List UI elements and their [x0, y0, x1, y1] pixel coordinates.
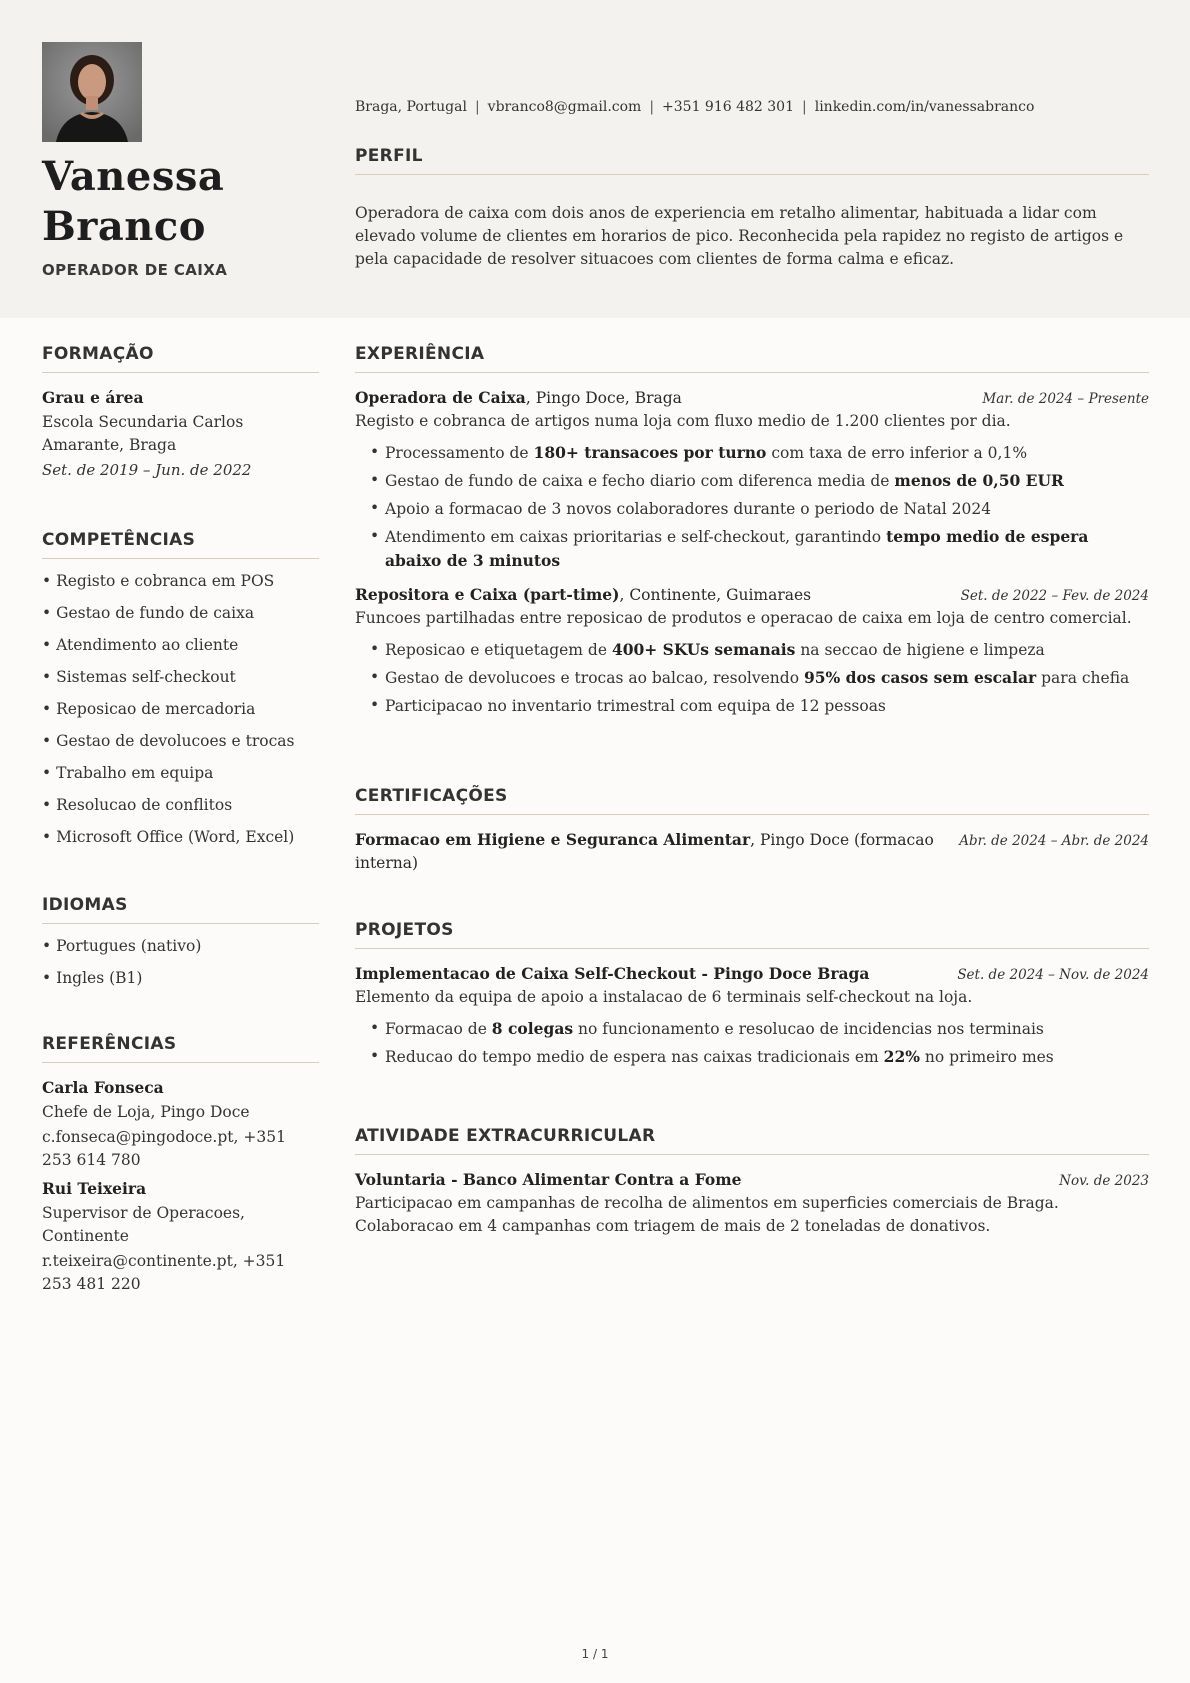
- page-number: 1 / 1: [581, 1647, 609, 1661]
- contact-separator: |: [474, 99, 480, 115]
- education-section: [42, 344, 319, 482]
- reference-item: [42, 1076, 319, 1172]
- skill-item: • Gestao de fundo de caixa: [42, 604, 255, 622]
- certification-entry: [355, 828, 1149, 875]
- contact-separator: |: [802, 99, 807, 115]
- reference-item: [42, 1177, 319, 1296]
- experience-bullets: [355, 638, 1149, 718]
- contact-line: [355, 99, 1034, 115]
- experience-summary: Registo e cobranca de artigos numa loja com fluxo medio de 1.200 clientes por dia.: [355, 412, 1011, 430]
- profile-text: Operadora de caixa com dois anos de experiencia em retalho alimentar, habituada a lidar com elevado volume de clientes em horarios de pico. Reconhecida pela rapidez no registo de artigos e pela capacidade de resolver situacoes com clientes de forma calma e eficaz.: [355, 204, 1124, 268]
- experience-role: Operadora de Caixa: [355, 388, 526, 407]
- skills-section: [42, 530, 319, 853]
- section-title-languages: IDIOMAS: [42, 895, 319, 924]
- languages-section: [42, 895, 319, 994]
- project-dates: Set. de 2024 – Nov. de 2024: [957, 967, 1149, 983]
- references-section: [42, 1034, 319, 1296]
- section-title-skills: COMPETÊNCIAS: [42, 530, 319, 559]
- bullet-item: • Formacao de 8 colegas no funcionamento e resolucao de incidencias nos terminais: [370, 1017, 1149, 1041]
- education-dates: Set. de 2019 – Jun. de 2022: [42, 461, 252, 479]
- skill-item: • Microsoft Office (Word, Excel): [42, 828, 295, 846]
- extracurricular-dates: Nov. de 2023: [1059, 1173, 1149, 1189]
- experience-entry: [355, 583, 1149, 718]
- certification-dates: Abr. de 2024 – Abr. de 2024: [959, 833, 1149, 849]
- skill-item: • Resolucao de conflitos: [42, 796, 233, 814]
- portrait-image: [42, 42, 142, 142]
- first-name: Vanessa: [42, 153, 225, 200]
- experience-role: Repositora e Caixa (part-time): [355, 585, 620, 604]
- experience-dates: Mar. de 2024 – Presente: [982, 391, 1149, 407]
- certification-issuer: , Pingo Doce (formacao interna): [355, 831, 934, 872]
- certification-name: Formacao em Higiene e Seguranca Alimentar: [355, 830, 751, 849]
- education-school: Escola Secundaria Carlos Amarante, Braga: [42, 413, 244, 454]
- project-entry: [355, 962, 1149, 1069]
- bullet-item: • Gestao de fundo de caixa e fecho diario com diferenca media de menos de 0,50 EUR: [370, 469, 1149, 493]
- section-title-experience: EXPERIÊNCIA: [355, 344, 1149, 373]
- bullet-item: • Processamento de 180+ transacoes por turno com taxa de erro inferior a 0,1%: [370, 441, 1149, 465]
- reference-name: Carla Fonseca: [42, 1078, 164, 1097]
- bullet-item: • Atendimento em caixas prioritarias e self-checkout, garantindo tempo medio de espera abaixo de 3 minutos: [370, 525, 1149, 573]
- project-name: Implementacao de Caixa Self-Checkout - Pingo Doce Braga: [355, 964, 870, 983]
- skill-item: • Gestao de devolucoes e trocas: [42, 732, 295, 750]
- contact-separator: |: [649, 99, 655, 115]
- skill-item: • Atendimento ao cliente: [42, 636, 239, 654]
- section-title-certifications: CERTIFICAÇÕES: [355, 786, 1149, 815]
- reference-role: Chefe de Loja, Pingo Doce: [42, 1103, 250, 1121]
- skill-item: • Reposicao de mercadoria: [42, 700, 256, 718]
- section-title-extracurricular: ATIVIDADE EXTRACURRICULAR: [355, 1126, 1149, 1155]
- extracurricular-entry: [355, 1168, 1149, 1238]
- project-bullets: [355, 1017, 1149, 1069]
- reference-name: Rui Teixeira: [42, 1179, 147, 1198]
- extracurricular-text: Participacao em campanhas de recolha de alimentos em superficies comerciais de Braga. Colaboracao em 4 campanhas com triagem de mais de 2 toneladas de donativos.: [355, 1194, 1059, 1235]
- skills-list: [42, 565, 319, 853]
- project-summary: Elemento da equipa de apoio a instalacao de 6 terminais self-checkout na loja.: [355, 988, 973, 1006]
- candidate-name: [42, 152, 332, 252]
- profile-section: [355, 146, 1149, 271]
- experience-entry: [355, 386, 1149, 573]
- section-title-projects: PROJETOS: [355, 920, 1149, 949]
- experience-summary: Funcoes partilhadas entre reposicao de produtos e operacao de caixa em loja de centro comercial.: [355, 609, 1132, 627]
- education-degree: Grau e área: [42, 388, 144, 407]
- projects-section: [355, 920, 1149, 1073]
- profile-photo: [42, 42, 142, 142]
- extracurricular-name: Voluntaria - Banco Alimentar Contra a Fome: [355, 1170, 742, 1189]
- bullet-item: • Apoio a formacao de 3 novos colaboradores durante o periodo de Natal 2024: [370, 497, 1149, 521]
- certifications-section: [355, 786, 1149, 875]
- experience-section: [355, 344, 1149, 722]
- contact-email[interactable]: vbranco8@gmail.com: [487, 99, 642, 115]
- bullet-item: • Participacao no inventario trimestral com equipa de 12 pessoas: [370, 694, 1149, 718]
- bullet-item: • Reposicao e etiquetagem de 400+ SKUs semanais na seccao de higiene e limpeza: [370, 638, 1149, 662]
- section-title-references: REFERÊNCIAS: [42, 1034, 319, 1063]
- extracurricular-section: [355, 1126, 1149, 1238]
- contact-location: Braga, Portugal: [355, 99, 467, 115]
- section-title-education: FORMAÇÃO: [42, 344, 319, 373]
- skill-item: • Trabalho em equipa: [42, 764, 214, 782]
- language-item: • Ingles (B1): [42, 969, 143, 987]
- skill-item: • Sistemas self-checkout: [42, 668, 236, 686]
- skill-item: • Registo e cobranca em POS: [42, 572, 275, 590]
- contact-phone[interactable]: +351 916 482 301: [662, 99, 794, 115]
- job-title: OPERADOR DE CAIXA: [42, 261, 228, 279]
- experience-bullets: [355, 441, 1149, 573]
- experience-dates: Set. de 2022 – Fev. de 2024: [960, 588, 1149, 604]
- experience-company: , Continente, Guimaraes: [619, 586, 812, 604]
- reference-role: Supervisor de Operacoes, Continente: [42, 1204, 245, 1245]
- languages-list: [42, 930, 319, 994]
- contact-linkedin[interactable]: linkedin.com/in/vanessabranco: [814, 99, 1035, 115]
- bullet-item: • Reducao do tempo medio de espera nas caixas tradicionais em 22% no primeiro mes: [370, 1045, 1149, 1069]
- reference-contact: r.teixeira@continente.pt, +351 253 481 220: [42, 1252, 286, 1293]
- last-name: Branco: [42, 203, 206, 250]
- section-title-profile: PERFIL: [355, 146, 1149, 175]
- language-item: • Portugues (nativo): [42, 937, 202, 955]
- experience-company: , Pingo Doce, Braga: [525, 389, 682, 407]
- bullet-item: • Gestao de devolucoes e trocas ao balcao, resolvendo 95% dos casos sem escalar para chefia: [370, 666, 1149, 690]
- reference-contact: c.fonseca@pingodoce.pt, +351 253 614 780: [42, 1128, 286, 1169]
